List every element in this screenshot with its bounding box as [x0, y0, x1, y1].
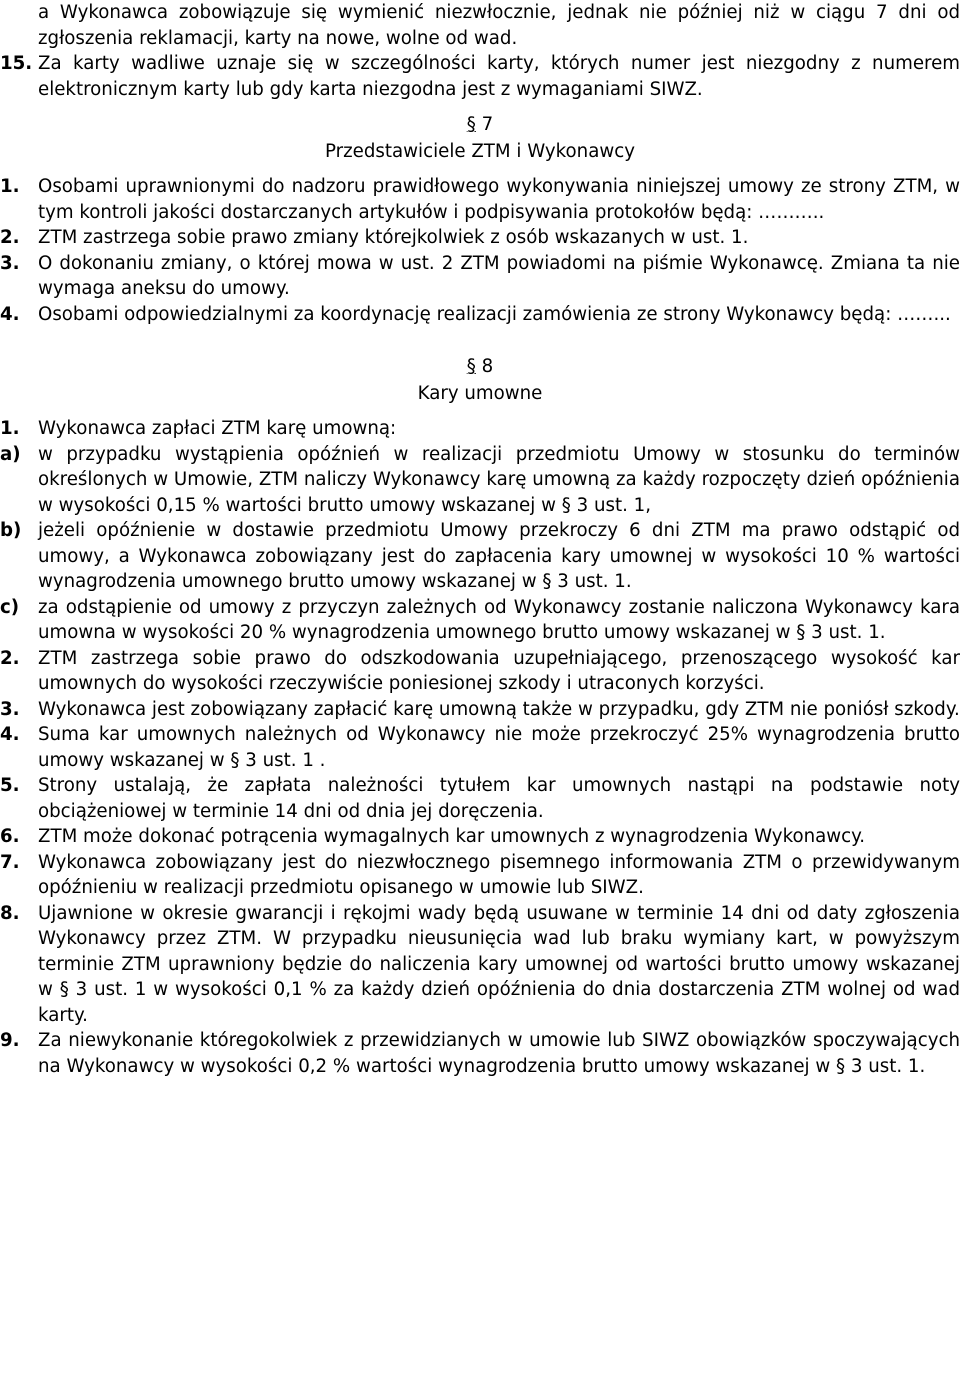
item-text: Wykonawca zobowiązany jest do niezwłocznego pisemnego informowania ZTM o przewidywanym opóźnieniu w realizacji przedmiotu opisanego w umowie lub SIWZ. — [38, 851, 960, 898]
item-text: jeżeli opóźnienie w dostawie przedmiotu Umowy przekroczy 6 dni ZTM ma prawo odstąpić od umowy, a Wykonawca zobowiązany jest do zapłacenia kary umownej w wysokości 10 % wartości wynagrodzenia umownego brutto umowy wskazanej w § 3 ust. 1. — [38, 520, 960, 592]
item-text: Ujawnione w okresie gwarancji i rękojmi wady będą usuwane w terminie 14 dni od daty zgłoszenia Wykonawcy przez ZTM. W przypadku nieusunięcia wad lub braku wymiany kart, w powyższym terminie ZTM uprawniony będzie do naliczenia kary umownej od wartości brutto umowy wskazanej w § 3 ust. 1 w wysokości 0,1 % za każdy dzień opóźnienia do dnia dostarczenia ZTM wolnej od wad karty. — [38, 902, 960, 1026]
item-text: Za niewykonanie któregokolwiek z przewidzianych w umowie lub SIWZ obowiązków spoczywających na Wykonawcy w wysokości 0,2 % wartości wynagrodzenia brutto umowy wskazanej w § 3 ust. 1. — [38, 1030, 960, 1077]
item-text: ZTM zastrzega sobie prawo do odszkodowania uzupełniającego, przenoszącego wysokość kar umownych do wysokości rzeczywiście poniesionej szkody i utraconych korzyści. — [38, 647, 960, 694]
item-marker: 3. — [0, 252, 20, 274]
item-marker: 4. — [0, 724, 20, 745]
item-marker: 4. — [0, 303, 20, 325]
item-text: za odstąpienie od umowy z przyczyn zależnych od Wykonawcy zostanie naliczona Wykonawcy kara umowna w wysokości 20 % wynagrodzenia umownego brutto umowy wskazanej w § 3 ust. 1. — [38, 596, 960, 643]
section-7-item-2 — [0, 225, 960, 251]
item-marker: 2. — [0, 647, 20, 669]
section-7-number — [0, 111, 960, 138]
section-8-subitem-b — [0, 518, 960, 595]
item-marker: 15. — [0, 53, 33, 74]
item-marker: 1. — [0, 176, 20, 197]
section-8-title: Kary umowne — [417, 383, 543, 404]
section-8-item-6 — [0, 824, 960, 850]
item-marker: b) — [0, 520, 22, 541]
section-7-item-3 — [0, 251, 960, 302]
intro-continuation-paragraph — [0, 0, 960, 51]
section-8-item-9 — [0, 1028, 960, 1079]
item-text: O dokonaniu zmiany, o której mowa w ust. 2 ZTM powiadomi na piśmie Wykonawcę. Zmiana ta nie wymaga aneksu do umowy. — [38, 252, 960, 299]
intro-continuation-text: a Wykonawca zobowiązuje się wymienić niezwłocznie, jednak nie później niż w ciągu 7 dni od zgłoszenia reklamacji, karty na nowe, wolne od wad. — [38, 2, 960, 49]
item-text: Za karty wadliwe uznaje się w szczególności karty, których numer jest niezgodny z numerem elektronicznym karty lub gdy karta niezgodna jest z wymaganiami SIWZ. — [38, 53, 960, 100]
section-8-subitem-c — [0, 595, 960, 646]
section-8-item-2 — [0, 646, 960, 697]
section-symbol: § — [466, 114, 476, 135]
item-marker: 2. — [0, 227, 20, 248]
item-marker: 1. — [0, 418, 20, 439]
item-marker: 6. — [0, 826, 20, 847]
section-7-item-4 — [0, 302, 960, 328]
item-text: w przypadku wystąpienia opóźnień w realizacji przedmiotu Umowy w stosunku do terminów określonych w Umowie, ZTM naliczy Wykonawcy karę umowną za każdy rozpoczęty dzień opóźnienia w wysokości 0,15 % wartości brutto umowy wskazanej w § 3 ust. 1, — [38, 443, 960, 516]
item-marker: 7. — [0, 851, 20, 873]
item-text: Osobami odpowiedzialnymi za koordynację realizacji zamówienia ze strony Wykonawcy będą: ……... — [38, 303, 951, 325]
section-8-item-5 — [0, 773, 960, 824]
section-8-item-4 — [0, 722, 960, 773]
item-marker: 9. — [0, 1030, 20, 1051]
section-8-item-1 — [0, 416, 960, 442]
item-marker: 8. — [0, 902, 20, 924]
section-8-number — [0, 353, 960, 380]
item-text: Strony ustalają, że zapłata należności tytułem kar umownych nastąpi na podstawie noty obciążeniowej w terminie 14 dni od dnia jej doręczenia. — [38, 775, 960, 822]
section-number: 7 — [481, 114, 494, 135]
section-8-item-7 — [0, 850, 960, 901]
item-text: Wykonawca zapłaci ZTM karę umowną: — [38, 418, 397, 439]
item-marker: 3. — [0, 698, 20, 720]
section-symbol: § — [466, 356, 476, 377]
intro-item-15 — [0, 51, 960, 102]
section-7-title: Przedstawiciele ZTM i Wykonawcy — [325, 141, 635, 162]
item-text: ZTM może dokonać potrącenia wymagalnych kar umownych z wynagrodzenia Wykonawcy. — [38, 826, 866, 847]
section-7-item-1 — [0, 174, 960, 225]
section-8-item-3 — [0, 697, 960, 723]
item-text: Osobami uprawnionymi do nadzoru prawidłowego wykonywania niniejszej umowy ze strony ZTM, w tym kontroli jakości dostarczanych artykułów i podpisywania protokołów będą: ……….. — [38, 176, 960, 223]
section-8-item-8 — [0, 901, 960, 1029]
item-text: Suma kar umownych należnych od Wykonawcy nie może przekroczyć 25% wynagrodzenia brutto umowy wskazanej w § 3 ust. 1 . — [38, 724, 960, 771]
section-number: 8 — [481, 356, 494, 377]
section-8-subitem-a — [0, 442, 960, 519]
item-text: ZTM zastrzega sobie prawo zmiany którejkolwiek z osób wskazanych w ust. 1. — [38, 227, 749, 248]
item-text: Wykonawca jest zobowiązany zapłacić karę umowną także w przypadku, gdy ZTM nie poniósł szkody. — [38, 698, 960, 720]
item-marker: 5. — [0, 775, 20, 796]
item-marker: a) — [0, 443, 21, 465]
item-marker: c) — [0, 596, 20, 618]
